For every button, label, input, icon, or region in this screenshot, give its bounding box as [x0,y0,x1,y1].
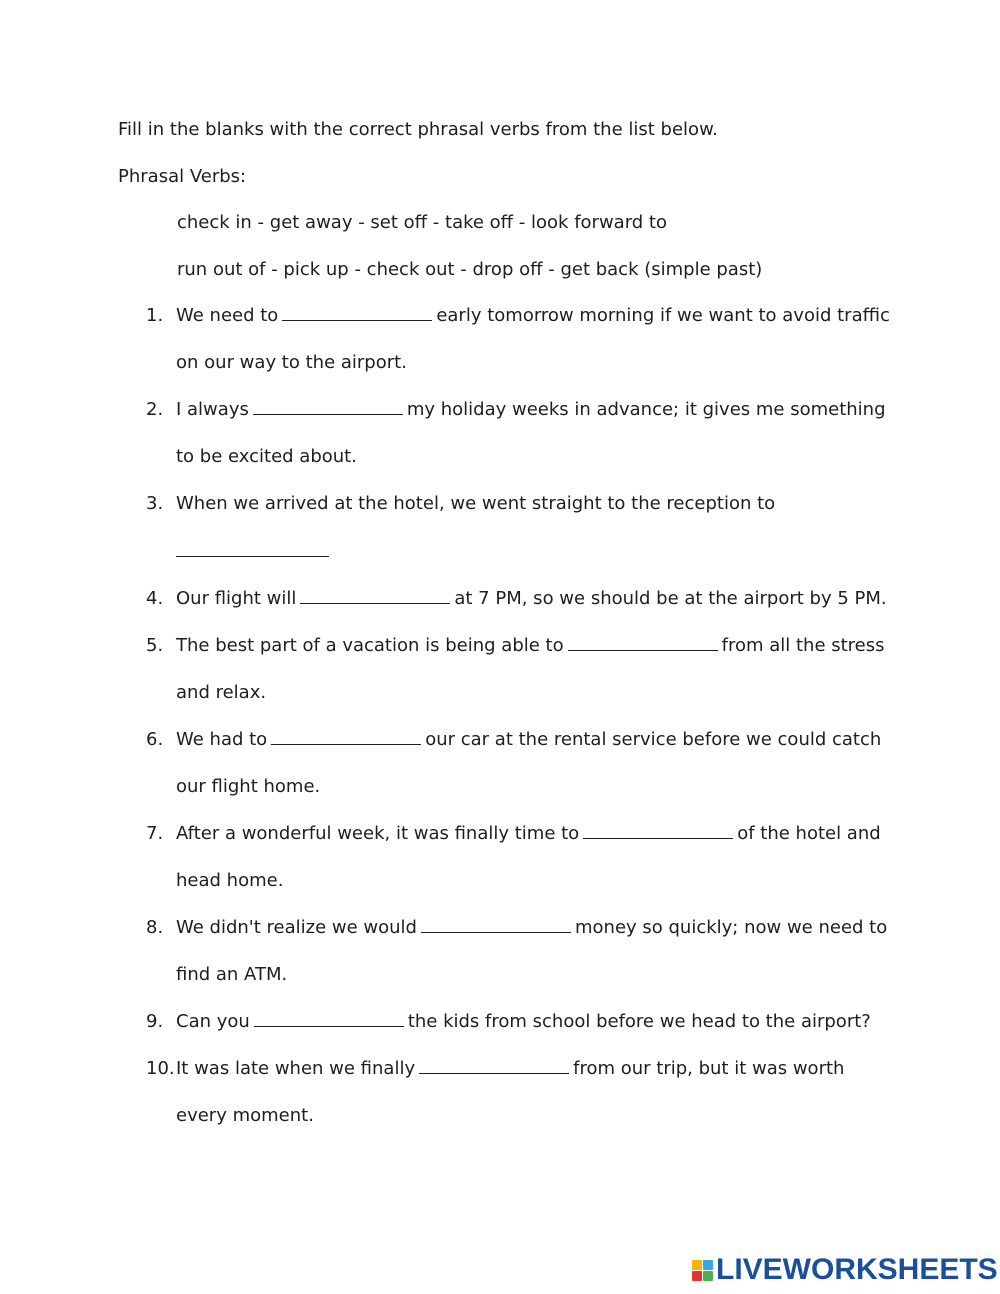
answer-blank-8[interactable] [421,917,571,933]
question-3-line-1: When we arrived at the hotel, we went straight to the reception to [176,493,776,514]
question-text-after: early tomorrow morning if we want to avoid traffic [436,305,890,326]
question-7-line-2: head home. [176,870,284,891]
question-number: 2. [146,399,164,420]
logo-square-icon [703,1260,713,1270]
question-text-after: from all the stress [721,635,885,656]
question-text-after: of the hotel and [737,823,881,844]
question-8-line-1 [176,916,887,940]
answer-blank-2[interactable] [253,399,403,415]
verbs-heading: Phrasal Verbs: [118,166,247,187]
question-number: 8. [146,917,164,938]
question-number: 6. [146,729,164,750]
question-text-before: Can you [176,1011,250,1032]
verb-list-1: check in - get away - set off - take off - look forward to [177,212,667,233]
logo-square-icon [692,1260,702,1270]
question-5-line-1 [176,634,885,658]
answer-blank-7[interactable] [583,823,733,839]
question-text-before: We need to [176,305,279,326]
question-text-before: We had to [176,729,268,750]
answer-blank-10[interactable] [419,1058,569,1074]
question-text-before: We didn't realize we would [176,917,417,938]
question-text-after: my holiday weeks in advance; it gives me something [406,399,886,420]
answer-blank-4[interactable] [300,588,450,604]
question-6-line-1 [176,728,881,752]
question-4-line-1 [176,587,887,611]
question-text-after: our car at the rental service before we could catch [425,729,882,750]
liveworksheets-logo-icon [692,1260,713,1281]
question-text-after: from our trip, but it was worth [573,1058,845,1079]
question-number: 4. [146,588,164,609]
question-text-before: It was late when we finally [176,1058,416,1079]
question-text-before: Our flight will [176,588,297,609]
question-number: 3. [146,493,164,514]
question-number: 7. [146,823,164,844]
question-1-line-2: on our way to the airport. [176,352,407,373]
answer-blank-3[interactable] [176,556,329,557]
question-text-before: The best part of a vacation is being able to [176,635,564,656]
answer-blank-6[interactable] [271,729,421,745]
question-2-line-1 [176,398,886,422]
question-6-line-2: our flight home. [176,776,321,797]
liveworksheets-logo[interactable] [692,1255,998,1285]
question-text-after: money so quickly; now we need to [574,917,888,938]
question-text-before: I always [176,399,249,420]
question-10-line-2: every moment. [176,1105,314,1126]
answer-blank-5[interactable] [568,635,718,651]
question-number: 1. [146,305,164,326]
answer-blank-1[interactable] [282,305,432,321]
question-7-line-1 [176,822,881,846]
question-8-line-2: find an ATM. [176,964,288,985]
question-10-line-1 [176,1057,844,1081]
question-text-after: at 7 PM, so we should be at the airport by 5 PM. [454,588,887,609]
question-text-before: After a wonderful week, it was finally time to [176,823,580,844]
question-5-line-2: and relax. [176,682,267,703]
question-2-line-2: to be excited about. [176,446,357,467]
verb-list-2: run out of - pick up - check out - drop off - get back (simple past) [177,259,763,280]
answer-blank-9[interactable] [254,1011,404,1027]
question-number: 5. [146,635,164,656]
question-1-line-1 [176,304,890,328]
instructions: Fill in the blanks with the correct phrasal verbs from the list below. [118,119,718,140]
question-number: 9. [146,1011,164,1032]
question-number: 10. [146,1058,175,1079]
question-9-line-1 [176,1010,871,1034]
logo-square-icon [703,1271,713,1281]
logo-text: LIVEWORKSHEETS [716,1253,998,1286]
question-text-after: the kids from school before we head to the airport? [407,1011,871,1032]
logo-square-icon [692,1271,702,1281]
